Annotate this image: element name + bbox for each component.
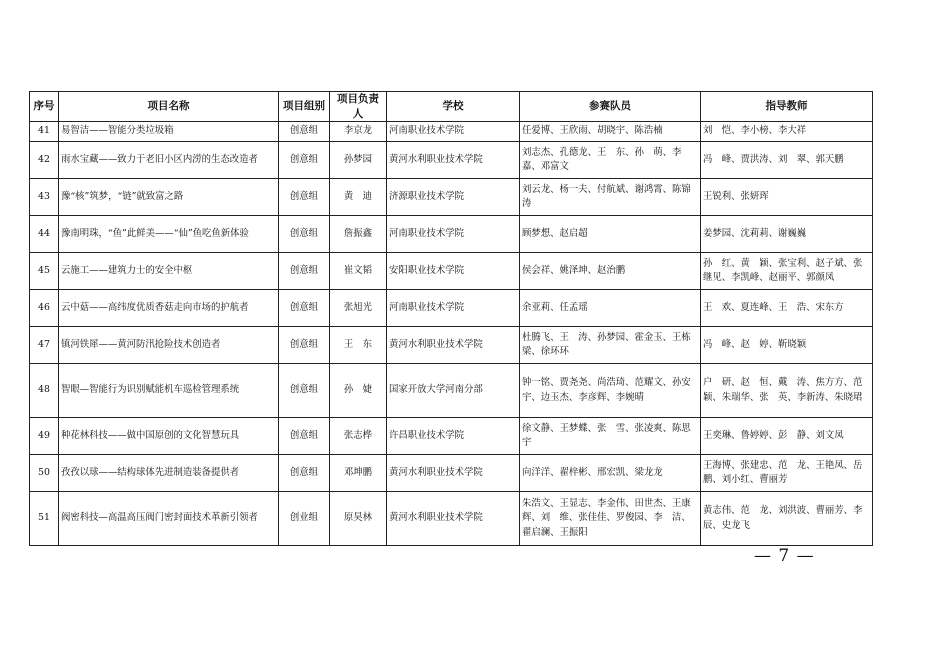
cell-teachers: 刘 恺、李小榜、李大祥 xyxy=(701,122,873,142)
cell-school: 河南职业技术学院 xyxy=(387,290,520,327)
header-group: 项目组别 xyxy=(279,92,330,122)
cell-leader: 李京龙 xyxy=(330,122,387,142)
cell-group: 创业组 xyxy=(279,492,330,546)
cell-project-name: 种花林科技——做中国原创的文化智慧玩具 xyxy=(59,418,279,455)
cell-members: 余亚莉、任孟瑶 xyxy=(520,290,701,327)
cell-members: 向洋洋、翟梓彬、邢宏凯、梁龙龙 xyxy=(520,455,701,492)
cell-school: 黄河水利职业技术学院 xyxy=(387,455,520,492)
cell-group: 创意组 xyxy=(279,142,330,179)
cell-no: 47 xyxy=(30,327,59,364)
cell-leader: 张旭光 xyxy=(330,290,387,327)
cell-leader: 原昊林 xyxy=(330,492,387,546)
cell-project-name: 豫南明珠，“鱼”此鲜美——“仙”鱼吃鱼新体验 xyxy=(59,216,279,253)
cell-no: 45 xyxy=(30,253,59,290)
cell-no: 43 xyxy=(30,179,59,216)
cell-school: 黄河水利职业技术学院 xyxy=(387,492,520,546)
cell-leader: 黄 迪 xyxy=(330,179,387,216)
cell-school: 黄河水利职业技术学院 xyxy=(387,327,520,364)
cell-group: 创意组 xyxy=(279,290,330,327)
cell-no: 51 xyxy=(30,492,59,546)
cell-no: 44 xyxy=(30,216,59,253)
header-project-name: 项目名称 xyxy=(59,92,279,122)
cell-members: 侯会祥、姚泽坤、赵治鹏 xyxy=(520,253,701,290)
cell-members: 徐文静、王梦蝶、张 雪、张凌爽、陈思宇 xyxy=(520,418,701,455)
cell-teachers: 王奕琳、鲁婷婷、彭 静、刘文凤 xyxy=(701,418,873,455)
cell-teachers: 王 欢、夏连峰、王 浩、宋东方 xyxy=(701,290,873,327)
table-row xyxy=(30,216,873,253)
cell-leader: 孙 婕 xyxy=(330,364,387,418)
cell-no: 41 xyxy=(30,122,59,142)
cell-teachers: 冯 峰、赵 婷、靳晓颖 xyxy=(701,327,873,364)
cell-teachers: 冯 峰、贾洪涛、刘 翠、郭天鹏 xyxy=(701,142,873,179)
cell-members: 任爱博、王欣雨、胡晓宇、陈浩楠 xyxy=(520,122,701,142)
cell-group: 创意组 xyxy=(279,216,330,253)
cell-project-name: 智眼—智能行为识别赋能机车巡检管理系统 xyxy=(59,364,279,418)
page-number: — 7 — xyxy=(754,546,815,566)
cell-leader: 王 东 xyxy=(330,327,387,364)
cell-school: 河南职业技术学院 xyxy=(387,216,520,253)
table-row xyxy=(30,327,873,364)
table-row xyxy=(30,179,873,216)
cell-teachers: 黄志伟、范 龙、刘洪波、曹丽芳、李 辰、史龙飞 xyxy=(701,492,873,546)
cell-teachers: 王海博、张建忠、范 龙、王艳凤、岳 鹏、刘小红、曹丽芳 xyxy=(701,455,873,492)
table-row xyxy=(30,122,873,142)
table-row xyxy=(30,418,873,455)
cell-members: 杜腾飞、王 涛、孙梦园、霍金玉、王栋梁、徐环环 xyxy=(520,327,701,364)
cell-project-name: 云中菇——高纬度优质香菇走向市场的护航者 xyxy=(59,290,279,327)
table-row xyxy=(30,364,873,418)
cell-school: 许昌职业技术学院 xyxy=(387,418,520,455)
table-row xyxy=(30,142,873,179)
cell-teachers: 户 研、赵 恒、戴 涛、焦方方、范 颖、朱瑞华、张 英、李新涛、朱晓珺 xyxy=(701,364,873,418)
cell-teachers: 姜梦园、沈莉莉、谢巍巍 xyxy=(701,216,873,253)
cell-leader: 邓坤鹏 xyxy=(330,455,387,492)
cell-group: 创意组 xyxy=(279,418,330,455)
cell-no: 49 xyxy=(30,418,59,455)
cell-project-name: 豫“核”筑梦，“链”就致富之路 xyxy=(59,179,279,216)
cell-project-name: 雨水宝藏——致力于老旧小区内涝的生态改造者 xyxy=(59,142,279,179)
cell-group: 创意组 xyxy=(279,364,330,418)
cell-no: 42 xyxy=(30,142,59,179)
cell-leader: 崔文韬 xyxy=(330,253,387,290)
cell-teachers: 孙 红、黄 颖、张宝利、赵子斌、张继见、李凯峰、赵丽平、郭颜凤 xyxy=(701,253,873,290)
cell-members: 朱浩文、王显志、李金伟、田世杰、王康辉、刘 维、张佳佳、罗俊园、李 洁、翟启澜、王振阳 xyxy=(520,492,701,546)
table-header-row xyxy=(30,92,873,122)
table-row xyxy=(30,253,873,290)
header-teachers: 指导教师 xyxy=(701,92,873,122)
cell-leader: 张志桦 xyxy=(330,418,387,455)
table-row xyxy=(30,492,873,546)
header-school: 学校 xyxy=(387,92,520,122)
header-no: 序号 xyxy=(30,92,59,122)
cell-group: 创意组 xyxy=(279,179,330,216)
table-row xyxy=(30,290,873,327)
cell-teachers: 王锐利、张妍珲 xyxy=(701,179,873,216)
cell-school: 黄河水利职业技术学院 xyxy=(387,142,520,179)
cell-leader: 詹振鑫 xyxy=(330,216,387,253)
cell-project-name: 云施工——建筑力士的安全中枢 xyxy=(59,253,279,290)
cell-group: 创意组 xyxy=(279,253,330,290)
cell-school: 河南职业技术学院 xyxy=(387,122,520,142)
cell-members: 顾梦想、赵启超 xyxy=(520,216,701,253)
cell-members: 钟一铭、贾尧尧、尚浩琦、范耀文、孙安宇、边玉杰、李彦辉、李婉晴 xyxy=(520,364,701,418)
cell-group: 创意组 xyxy=(279,455,330,492)
cell-project-name: 孜孜以球——结构球体先进制造装备提供者 xyxy=(59,455,279,492)
cell-project-name: 镇河铁犀——黄河防汛抢险技术创造者 xyxy=(59,327,279,364)
cell-members: 刘云龙、杨一夫、付航斌、谢鸿霄、陈锦涛 xyxy=(520,179,701,216)
cell-school: 安阳职业技术学院 xyxy=(387,253,520,290)
cell-leader: 孙梦园 xyxy=(330,142,387,179)
table-row xyxy=(30,455,873,492)
cell-group: 创意组 xyxy=(279,122,330,142)
cell-school: 济源职业技术学院 xyxy=(387,179,520,216)
header-members: 参赛队员 xyxy=(520,92,701,122)
header-leader: 项目负责人 xyxy=(330,92,387,122)
cell-members: 刘志杰、孔德龙、王 东、孙 萌、李 嘉、邓富文 xyxy=(520,142,701,179)
cell-no: 46 xyxy=(30,290,59,327)
cell-school: 国家开放大学河南分部 xyxy=(387,364,520,418)
project-table xyxy=(29,91,873,546)
cell-project-name: 易智洁——智能分类垃圾箱 xyxy=(59,122,279,142)
cell-no: 48 xyxy=(30,364,59,418)
cell-group: 创意组 xyxy=(279,327,330,364)
cell-project-name: 阀密科技—高温高压阀门密封面技术革新引领者 xyxy=(59,492,279,546)
cell-no: 50 xyxy=(30,455,59,492)
